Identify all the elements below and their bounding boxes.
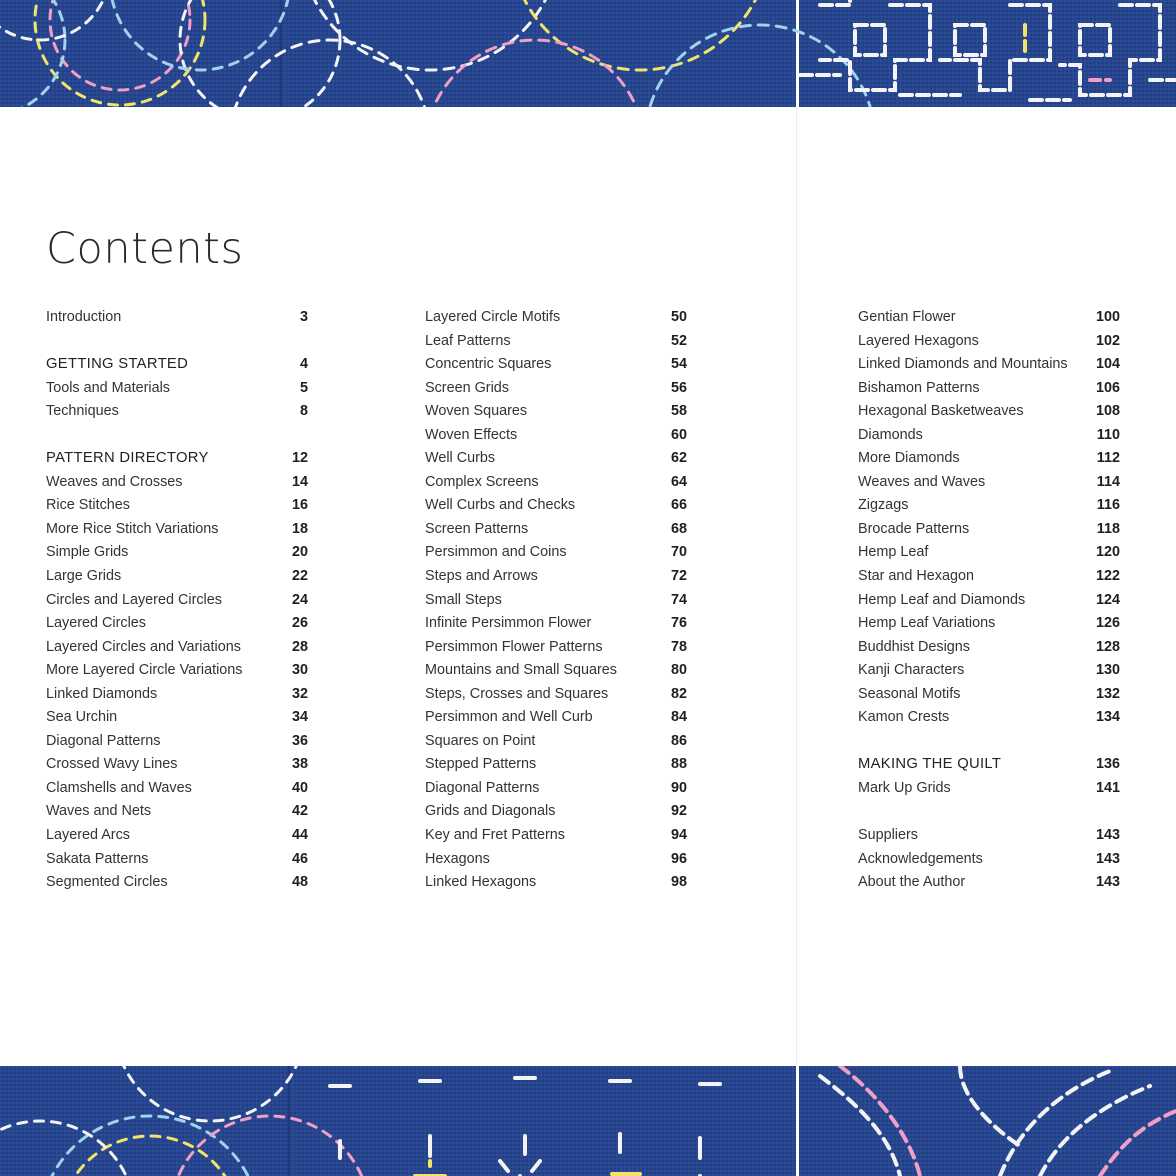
toc-page-number: 58: [670, 403, 687, 420]
toc-entry-linked-hexagons: [425, 871, 687, 895]
toc-page-number: 36: [291, 732, 308, 749]
toc-entry-title: Waves and Nets: [46, 803, 152, 820]
toc-entry-layered-hexagons: [858, 330, 1120, 354]
toc-page-number: 128: [1095, 638, 1120, 655]
toc-spacer: [858, 800, 1120, 824]
toc-page-number: 94: [670, 827, 687, 844]
toc-entry-title: More Diamonds: [858, 450, 960, 467]
toc-page-number: 106: [1095, 379, 1120, 396]
toc-entry-title: Hexagons: [425, 850, 490, 867]
toc-page-number: 4: [299, 356, 308, 373]
toc-entry-title: Diamonds: [858, 426, 923, 443]
toc-entry-clamshells-and-waves: [46, 777, 308, 801]
toc-entry-title: Stepped Patterns: [425, 756, 537, 773]
toc-entry-leaf-patterns: [425, 330, 687, 354]
toc-entry-key-and-fret-patterns: [425, 824, 687, 848]
toc-page-number: 90: [670, 779, 687, 796]
toc-entry-title: Squares on Point: [425, 732, 536, 749]
toc-entry-title: Screen Grids: [425, 379, 509, 396]
toc-entry-mountains-and-small-squares: [425, 659, 687, 683]
toc-entry-pattern-directory: [46, 447, 308, 471]
toc-entry-title: Clamshells and Waves: [46, 779, 192, 796]
toc-page-number: 141: [1095, 779, 1120, 796]
toc-page-number: 70: [670, 544, 687, 561]
toc-entry-title: Concentric Squares: [425, 356, 552, 373]
toc-entry-title: More Layered Circle Variations: [46, 662, 243, 679]
toc-entry-hexagons: [425, 848, 687, 872]
toc-entry-title: About the Author: [858, 874, 966, 891]
toc-entry-title: Hemp Leaf: [858, 544, 929, 561]
toc-page-number: 66: [670, 497, 687, 514]
toc-entry-title: Mountains and Small Squares: [425, 662, 617, 679]
toc-entry-linked-diamonds-and-mountains: [858, 353, 1120, 377]
toc-entry-large-grids: [46, 565, 308, 589]
toc-page-number: 143: [1095, 827, 1120, 844]
toc-entry-steps-and-arrows: [425, 565, 687, 589]
toc-entry-crossed-wavy-lines: [46, 753, 308, 777]
toc-entry-introduction: [46, 306, 308, 330]
toc-page-number: 126: [1095, 615, 1120, 632]
toc-entry-concentric-squares: [425, 353, 687, 377]
toc-entry-segmented-circles: [46, 871, 308, 895]
toc-page-number: 50: [670, 309, 687, 325]
toc-entry-simple-grids: [46, 541, 308, 565]
toc-page-number: 44: [291, 827, 308, 844]
toc-entry-title: Grids and Diagonals: [425, 803, 556, 820]
toc-page-number: 132: [1095, 685, 1120, 702]
toc-entry-mark-up-grids: [858, 777, 1120, 801]
toc-section-heading: GETTING STARTED: [46, 356, 189, 373]
toc-entry-well-curbs-and-checks: [425, 494, 687, 518]
toc-page-number: 114: [1096, 473, 1120, 490]
toc-page-number: 143: [1095, 874, 1120, 891]
toc-page-number: 40: [291, 779, 308, 796]
toc-page-number: 76: [670, 615, 687, 632]
toc-entry-brocade-patterns: [858, 518, 1120, 542]
toc-page-number: 64: [670, 473, 687, 490]
toc-page-number: 98: [670, 874, 687, 891]
toc-entry-title: Persimmon and Coins: [425, 544, 567, 561]
toc-entry-title: Buddhist Designs: [858, 638, 970, 655]
toc-entry-title: Mark Up Grids: [858, 779, 951, 796]
toc-page-number: 24: [291, 591, 308, 608]
toc-entry-diagonal-patterns: [425, 777, 687, 801]
toc-entry-title: Screen Patterns: [425, 520, 529, 537]
sashiko-bottom-image: [0, 1066, 1176, 1176]
toc-page-number: 74: [670, 591, 687, 608]
toc-entry-title: Complex Screens: [425, 473, 539, 490]
toc-page-number: 143: [1095, 850, 1120, 867]
toc-entry-suppliers: [858, 824, 1120, 848]
toc-entry-hemp-leaf: [858, 541, 1120, 565]
toc-entry-title: Well Curbs: [425, 450, 496, 467]
toc-page-number: 84: [670, 709, 687, 726]
toc-entry-title: Star and Hexagon: [858, 568, 975, 585]
toc-spacer: [858, 730, 1120, 754]
sashiko-band-bottom: [0, 1066, 1176, 1176]
toc-page-number: 52: [670, 332, 687, 349]
toc-entry-techniques: [46, 400, 308, 424]
toc-entry-diamonds: [858, 424, 1120, 448]
toc-entry-title: Kanji Characters: [858, 662, 965, 679]
toc-page-number: 28: [291, 638, 308, 655]
toc-entry-hemp-leaf-variations: [858, 612, 1120, 636]
toc-page-number: 60: [670, 426, 687, 443]
toc-entry-title: Segmented Circles: [46, 874, 168, 891]
toc-entry-title: Linked Diamonds and Mountains: [858, 356, 1068, 373]
toc-entry-layered-circles: [46, 612, 308, 636]
toc-entry-title: Hemp Leaf Variations: [858, 615, 996, 632]
toc-page-number: 82: [670, 685, 687, 702]
toc-page-number: 112: [1096, 450, 1120, 467]
toc-page-number: 108: [1095, 403, 1120, 420]
toc-column-1: [46, 306, 308, 895]
toc-entry-title: Seasonal Motifs: [858, 685, 961, 702]
toc-entry-screen-patterns: [425, 518, 687, 542]
toc-entry-gentian-flower: [858, 306, 1120, 330]
toc-entry-well-curbs: [425, 447, 687, 471]
toc-page-number: 72: [670, 568, 687, 585]
toc-page-number: 80: [670, 662, 687, 679]
toc-entry-title: Layered Hexagons: [858, 332, 979, 349]
toc-page-number: 16: [291, 497, 308, 514]
toc-page-number: 5: [299, 379, 308, 396]
toc-entry-title: Layered Arcs: [46, 827, 130, 844]
toc-page-number: 48: [291, 874, 308, 891]
toc-entry-steps-crosses-and-squares: [425, 683, 687, 707]
toc-entry-title: Kamon Crests: [858, 709, 950, 726]
toc-section-heading: MAKING THE QUILT: [858, 756, 1002, 773]
toc-entry-weaves-and-crosses: [46, 471, 308, 495]
toc-column-2: [425, 306, 687, 895]
toc-page-number: 20: [291, 544, 308, 561]
toc-entry-title: Layered Circles and Variations: [46, 638, 241, 655]
toc-entry-title: Linked Diamonds: [46, 685, 158, 702]
toc-entry-about-the-author: [858, 871, 1120, 895]
toc-entry-title: Small Steps: [425, 591, 502, 608]
toc-entry-weaves-and-waves: [858, 471, 1120, 495]
toc-entry-title: Zigzags: [858, 497, 909, 514]
toc-spacer: [46, 424, 308, 448]
toc-page-number: 92: [670, 803, 687, 820]
toc-page-number: 130: [1095, 662, 1120, 679]
toc-page-number: 104: [1095, 356, 1120, 373]
toc-entry-hexagonal-basketweaves: [858, 400, 1120, 424]
toc-page-number: 124: [1095, 591, 1120, 608]
sashiko-band-top: [0, 0, 1176, 107]
toc-entry-title: Woven Squares: [425, 403, 528, 420]
toc-page-number: 136: [1095, 756, 1120, 773]
toc-entry-title: Leaf Patterns: [425, 332, 511, 349]
toc-entry-small-steps: [425, 589, 687, 613]
toc-entry-stepped-patterns: [425, 753, 687, 777]
toc-entry-title: Introduction: [46, 309, 122, 325]
toc-entry-title: Hemp Leaf and Diamonds: [858, 591, 1026, 608]
sashiko-top-image: [0, 0, 1176, 107]
toc-entry-tools-and-materials: [46, 377, 308, 401]
toc-entry-bishamon-patterns: [858, 377, 1120, 401]
toc-entry-rice-stitches: [46, 494, 308, 518]
toc-page-number: 38: [291, 756, 308, 773]
toc-page-number: 134: [1095, 709, 1120, 726]
toc-entry-title: Brocade Patterns: [858, 520, 970, 537]
toc-entry-persimmon-and-well-curb: [425, 706, 687, 730]
toc-entry-making-the-quilt: [858, 753, 1120, 777]
toc-page-number: 56: [670, 379, 687, 396]
toc-entry-kamon-crests: [858, 706, 1120, 730]
toc-entry-title: Infinite Persimmon Flower: [425, 615, 592, 632]
toc-entry-title: Circles and Layered Circles: [46, 591, 222, 608]
toc-entry-title: Large Grids: [46, 568, 122, 585]
toc-entry-circles-and-layered-circles: [46, 589, 308, 613]
toc-page-number: 34: [291, 709, 308, 726]
toc-entry-more-rice-stitch-variations: [46, 518, 308, 542]
toc-spacer: [46, 330, 308, 354]
toc-page-number: 102: [1095, 332, 1120, 349]
toc-entry-persimmon-flower-patterns: [425, 636, 687, 660]
toc-entry-title: Sea Urchin: [46, 709, 118, 726]
toc-entry-layered-circle-motifs: [425, 306, 687, 330]
toc-entry-title: Gentian Flower: [858, 309, 956, 325]
toc-entry-title: Woven Effects: [425, 426, 518, 443]
toc-entry-title: Acknowledgements: [858, 850, 983, 867]
toc-entry-title: Crossed Wavy Lines: [46, 756, 178, 773]
toc-page-number: 122: [1095, 568, 1120, 585]
toc-entry-squares-on-point: [425, 730, 687, 754]
toc-entry-woven-squares: [425, 400, 687, 424]
toc-entry-title: Persimmon and Well Curb: [425, 709, 593, 726]
toc-page-number: 96: [670, 850, 687, 867]
toc-page-number: 116: [1096, 497, 1120, 514]
toc-entry-title: Rice Stitches: [46, 497, 130, 514]
toc-page-number: 30: [291, 662, 308, 679]
page-title: Contents: [46, 224, 244, 274]
toc-page-number: 62: [670, 450, 687, 467]
toc-entry-title: Hexagonal Basketweaves: [858, 403, 1024, 420]
page-gutter: [796, 107, 797, 1066]
toc-page-number: 46: [291, 850, 308, 867]
toc-entry-title: Key and Fret Patterns: [425, 827, 565, 844]
toc-entry-title: Layered Circles: [46, 615, 146, 632]
toc-entry-diagonal-patterns: [46, 730, 308, 754]
toc-page-number: 86: [670, 732, 687, 749]
toc-page-number: 32: [291, 685, 308, 702]
toc-entry-kanji-characters: [858, 659, 1120, 683]
toc-entry-infinite-persimmon-flower: [425, 612, 687, 636]
toc-page-number: 120: [1095, 544, 1120, 561]
toc-entry-title: Bishamon Patterns: [858, 379, 980, 396]
toc-entry-woven-effects: [425, 424, 687, 448]
toc-entry-persimmon-and-coins: [425, 541, 687, 565]
toc-entry-star-and-hexagon: [858, 565, 1120, 589]
toc-page-number: 14: [291, 473, 308, 490]
toc-entry-title: Linked Hexagons: [425, 874, 537, 891]
toc-entry-title: More Rice Stitch Variations: [46, 520, 219, 537]
toc-page-number: 26: [291, 615, 308, 632]
toc-entry-grids-and-diagonals: [425, 800, 687, 824]
toc-entry-title: Well Curbs and Checks: [425, 497, 576, 514]
toc-page-number: 42: [291, 803, 308, 820]
toc-page-number: 78: [670, 638, 687, 655]
toc-page-number: 22: [291, 568, 308, 585]
toc-page-number: 68: [670, 520, 687, 537]
toc-entry-title: Weaves and Waves: [858, 473, 986, 490]
toc-page-number: 118: [1096, 520, 1120, 537]
toc-entry-title: Layered Circle Motifs: [425, 309, 561, 325]
toc-entry-waves-and-nets: [46, 800, 308, 824]
toc-entry-title: Steps, Crosses and Squares: [425, 685, 609, 702]
toc-entry-complex-screens: [425, 471, 687, 495]
toc-column-3: [858, 306, 1120, 895]
toc-page-number: 8: [299, 403, 308, 420]
toc-page-number: 12: [291, 450, 308, 467]
toc-entry-title: Weaves and Crosses: [46, 473, 183, 490]
toc-entry-title: Sakata Patterns: [46, 850, 149, 867]
toc-entry-buddhist-designs: [858, 636, 1120, 660]
toc-entry-getting-started: [46, 353, 308, 377]
toc-entry-linked-diamonds: [46, 683, 308, 707]
toc-section-heading: PATTERN DIRECTORY: [46, 450, 209, 467]
toc-entry-title: Steps and Arrows: [425, 568, 538, 585]
toc-entry-acknowledgements: [858, 848, 1120, 872]
toc-entry-layered-circles-and-variations: [46, 636, 308, 660]
toc-page-number: 54: [670, 356, 687, 373]
toc-entry-title: Techniques: [46, 403, 119, 420]
toc-entry-title: Persimmon Flower Patterns: [425, 638, 603, 655]
toc-page-number: 3: [299, 309, 308, 325]
toc-entry-sea-urchin: [46, 706, 308, 730]
toc-entry-title: Simple Grids: [46, 544, 129, 561]
toc-page-number: 18: [291, 520, 308, 537]
toc-entry-title: Diagonal Patterns: [46, 732, 161, 749]
toc-entry-more-layered-circle-variations: [46, 659, 308, 683]
toc-page-number: 88: [670, 756, 687, 773]
toc-entry-title: Tools and Materials: [46, 379, 170, 396]
toc-entry-title: Suppliers: [858, 827, 918, 844]
toc-entry-more-diamonds: [858, 447, 1120, 471]
toc-page-number: 110: [1096, 426, 1120, 443]
toc-entry-seasonal-motifs: [858, 683, 1120, 707]
toc-page-number: 100: [1095, 309, 1120, 325]
toc-entry-sakata-patterns: [46, 848, 308, 872]
toc-entry-hemp-leaf-and-diamonds: [858, 589, 1120, 613]
toc-entry-layered-arcs: [46, 824, 308, 848]
toc-entry-zigzags: [858, 494, 1120, 518]
toc-entry-screen-grids: [425, 377, 687, 401]
toc-entry-title: Diagonal Patterns: [425, 779, 540, 796]
